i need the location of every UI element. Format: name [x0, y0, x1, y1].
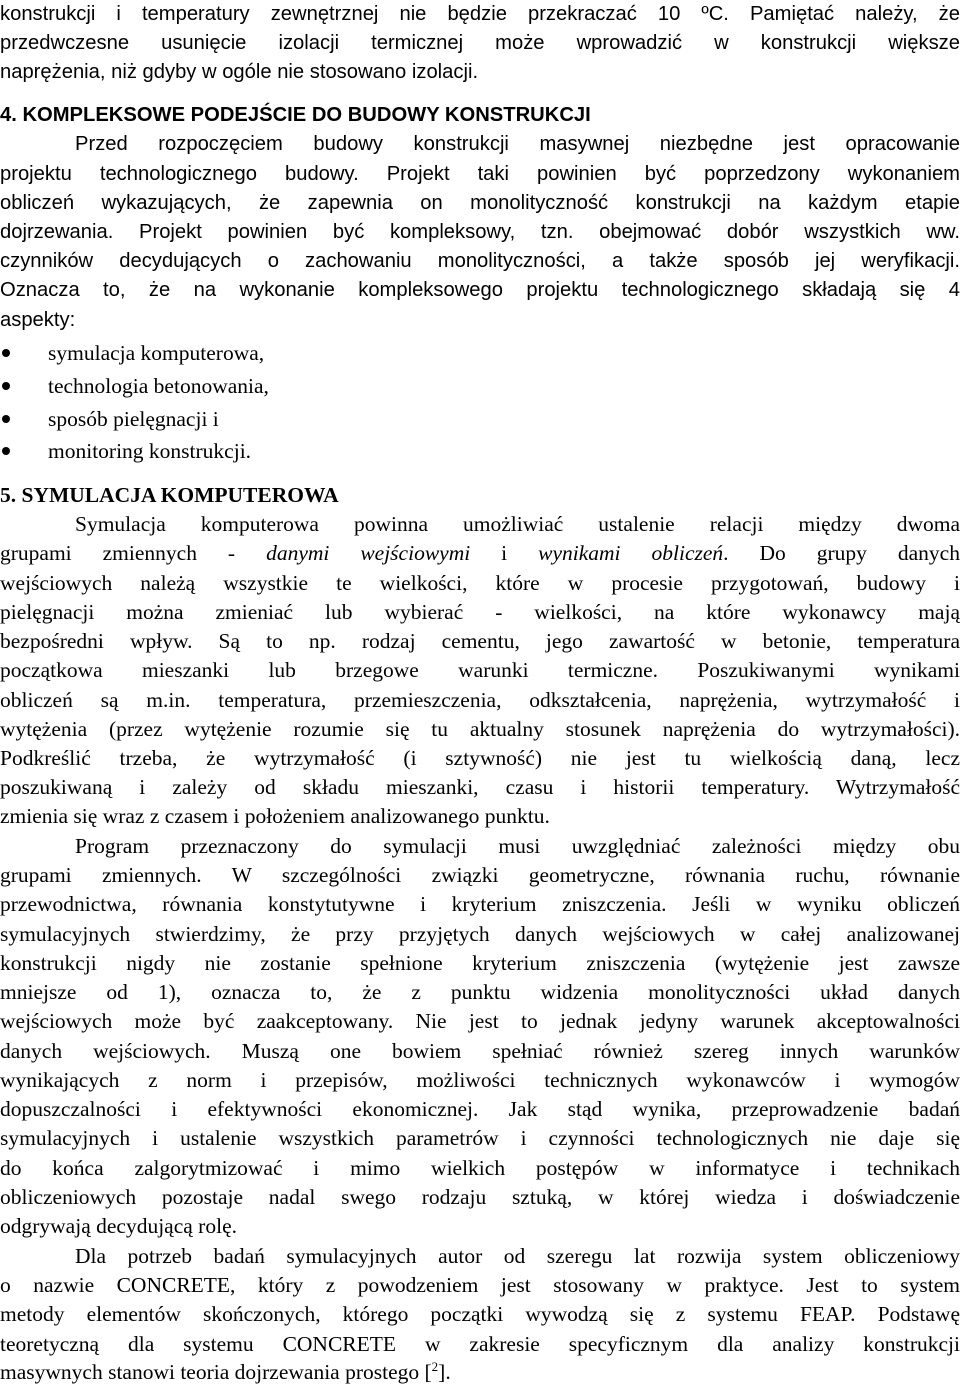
text-line: przewodnictwa, równania konstytutywne i kryterium zniszczenia. Jeśli w wyniku obliczeń	[0, 892, 960, 916]
text-line: Dla potrzeb badań symulacyjnych autor od szeregu lat rozwija system obliczeniowy	[75, 1244, 960, 1268]
text-line: bezpośredni wpływ. Są to np. rodzaj cementu, jego zawartość w betonie, temperatura	[0, 629, 960, 653]
text-line: metody elementów skończonych, którego początki wywodzą się z systemu FEAP. Podstawę	[0, 1302, 960, 1326]
text-line: o nazwie CONCRETE, który z powodzeniem jest stosowany w praktyce. Jest to system	[0, 1273, 960, 1297]
text-line: grupami zmiennych. W szczególności związki geometryczne, równania ruchu, równanie	[0, 863, 960, 887]
text-line: wejściowych może być zaakceptowany. Nie jest to jednak jedyny warunek akceptowalności	[0, 1009, 960, 1033]
bullet-icon	[2, 447, 10, 455]
italic-term: danymi wejściowymi	[266, 541, 471, 565]
text-line: wynikających z norm i przepisów, możliwości technicznych wykonawców i wymogów	[0, 1068, 960, 1092]
text-line: obliczeń są m.in. temperatura, przemieszczenia, odkształcenia, naprężenia, wytrzymałość i	[0, 688, 960, 712]
text-line: danych wejściowych. Muszą one bowiem spełniać również szereg innych warunków	[0, 1039, 960, 1063]
list-item-text: symulacja komputerowa,	[48, 341, 265, 365]
text-line: naprężenia, niż gdyby w ogóle nie stosowano izolacji.	[0, 61, 479, 83]
section-heading-5: 5. SYMULACJA KOMPUTEROWA	[0, 483, 339, 507]
text-line: Podkreślić trzeba, że wytrzymałość (i sztywność) nie jest tu wielkością daną, lecz	[0, 746, 960, 770]
list-item	[0, 405, 960, 435]
text-line: symulacyjnych stwierdzimy, że przy przyjętych danych wejściowych w całej analizowanej	[0, 922, 960, 946]
text-line: masywnych stanowi teoria dojrzewania prostego [$^2$].	[0, 1359, 451, 1384]
text-line: obliczeniowych pozostaje nadal swego rodzaju sztuką, w której wiedza i doświadczenie	[0, 1185, 960, 1209]
text-line: aspekty:	[0, 309, 76, 331]
list-item-text: technologia betonowania,	[48, 374, 269, 398]
text-line: Oznacza to, że na wykonanie kompleksowego projektu technologicznego składają się 4	[0, 279, 960, 301]
list-item-text: monitoring konstrukcji.	[48, 439, 252, 463]
text-line: symulacyjnych i ustalenie wszystkich parametrów i czynności technologicznych nie daje się	[0, 1126, 960, 1150]
text-line: Program przeznaczony do symulacji musi uwzględniać zależności między obu	[75, 834, 960, 858]
text-line: wytężenia (przez wytężenie rozumie się tu aktualny stosunek naprężenia do wytrzymałości).	[0, 717, 960, 741]
text-line: poszukiwaną i zależy od składu mieszanki, czasu i historii temperatury. Wytrzymałość	[0, 775, 960, 799]
text-line: odgrywają decydującą rolę.	[0, 1214, 237, 1238]
text-line: czynników decydujących o zachowaniu monolityczności, a także sposób jej weryfikacji.	[0, 250, 960, 272]
section-heading-4: 4. KOMPLEKSOWE PODEJŚCIE DO BUDOWY KONSTRUKCJI	[0, 104, 591, 126]
bullet-icon	[2, 415, 10, 423]
list-item-text: sposób pielęgnacji i	[48, 407, 219, 431]
text-line: mniejsze od 1), oznacza to, że z punktu widzenia monolityczności układ danych	[0, 980, 960, 1004]
text-line: początkowa mieszanki lub brzegowe warunki termiczne. Poszukiwanymi wynikami	[0, 658, 960, 682]
text-line: projektu technologicznego budowy. Projekt taki powinien być poprzedzony wykonaniem	[0, 163, 960, 185]
text-line: dopuszczalności i efektywności ekonomicznej. Jak stąd wynika, przeprowadzenie badań	[0, 1097, 960, 1121]
text-line: przedwczesne usunięcie izolacji termicznej może wprowadzić w konstrukcji większe	[0, 32, 960, 54]
text-line: wejściowych należą wszystkie te wielkości, które w procesie przygotowań, budowy i	[0, 571, 960, 595]
reference-superscript: 2	[431, 1359, 439, 1374]
text-line: Symulacja komputerowa powinna umożliwiać ustalenie relacji między dwoma	[75, 512, 960, 536]
list-item	[0, 339, 960, 369]
text-line: grupami zmiennych - danymi wejściowymi i wynikami obliczeń. Do grupy danych	[0, 541, 960, 565]
bullet-icon	[2, 349, 10, 357]
text-line: dojrzewania. Projekt powinien być kompleksowy, tzn. obejmować dobór wszystkich ww.	[0, 221, 960, 243]
text-line: Przed rozpoczęciem budowy konstrukcji masywnej niezbędne jest opracowanie	[75, 133, 960, 155]
text-line: pielęgnacji można zmieniać lub wybierać - wielkości, na które wykonawcy mają	[0, 600, 960, 624]
text-line: konstrukcji i temperatury zewnętrznej nie będzie przekraczać 10 ºC. Pamiętać należy, że	[0, 3, 960, 25]
list-item	[0, 372, 960, 402]
text-line: teoretyczną dla systemu CONCRETE w zakresie specyficznym dla analizy konstrukcji	[0, 1332, 960, 1356]
list-item	[0, 437, 960, 467]
text-line: konstrukcji nigdy nie zostanie spełnione kryterium zniszczenia (wytężenie jest zawsze	[0, 951, 960, 975]
text-line: obliczeń wykazujących, że zapewnia on monolityczność konstrukcji na każdym etapie	[0, 192, 960, 214]
text-line: do końca zalgorytmizować i mimo wielkich postępów w informatyce i technikach	[0, 1156, 960, 1180]
italic-term: wynikami obliczeń	[538, 541, 724, 565]
text-line: zmienia się wraz z czasem i położeniem analizowanego punktu.	[0, 804, 550, 828]
bullet-icon	[2, 382, 10, 390]
